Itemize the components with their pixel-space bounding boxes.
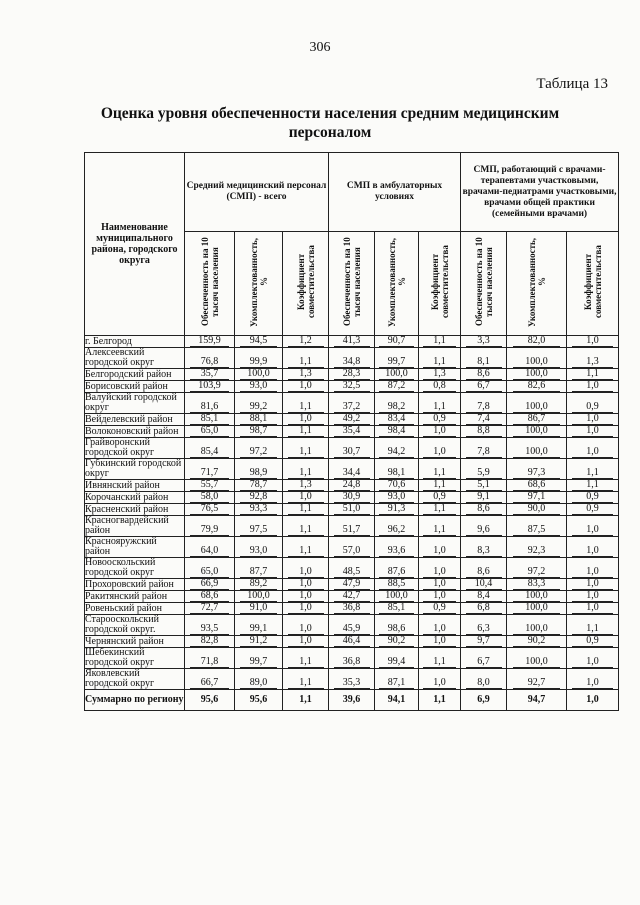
- value-cell: 1,1: [283, 426, 329, 438]
- table-label: Таблица 13: [536, 76, 608, 92]
- value-cell: 1,0: [419, 591, 461, 603]
- value-cell: 97,1: [507, 492, 567, 504]
- value-cell: 1,0: [419, 438, 461, 459]
- value-cell: 0,9: [419, 414, 461, 426]
- group-header-smp-with-doctors: СМП, работающий с врачами-терапевтами участковыми, врачами-педиатрами участковыми, врачами общей практики (семейными врачами): [461, 153, 619, 232]
- value-cell: 5,9: [461, 459, 507, 480]
- row-name-cell: Красногвардейский район: [85, 516, 185, 537]
- summary-row: [85, 690, 619, 711]
- value-cell: 79,9: [185, 516, 235, 537]
- value-cell: 1,1: [283, 348, 329, 369]
- value-cell: 99,2: [235, 393, 283, 414]
- table-row: [85, 438, 619, 459]
- row-name-cell: Алексеевский городской округ: [85, 348, 185, 369]
- value-cell: 6,8: [461, 603, 507, 615]
- value-cell: 8,1: [461, 348, 507, 369]
- row-name-cell: Корочанский район: [85, 492, 185, 504]
- value-cell: 91,3: [375, 504, 419, 516]
- table-row: [85, 615, 619, 636]
- value-cell: 1,1: [283, 393, 329, 414]
- value-cell: 99,9: [235, 348, 283, 369]
- subcol-header: Укомплектованность, %: [375, 232, 419, 336]
- row-name-cell: Ровеньский район: [85, 603, 185, 615]
- row-name-cell: Чернянский район: [85, 636, 185, 648]
- row-name-cell: Краснояружский район: [85, 537, 185, 558]
- value-cell: 5,1: [461, 480, 507, 492]
- value-cell: 58,0: [185, 492, 235, 504]
- value-cell: 66,7: [185, 669, 235, 690]
- row-name-cell: г. Белгород: [85, 336, 185, 348]
- value-cell: 93,6: [375, 537, 419, 558]
- value-cell: 1,3: [283, 480, 329, 492]
- value-cell: 76,8: [185, 348, 235, 369]
- value-cell: 98,4: [375, 426, 419, 438]
- value-cell: 7,8: [461, 393, 507, 414]
- value-cell: 1,1: [419, 504, 461, 516]
- group-header-smp-outpatient: СМП в амбулаторных условиях: [329, 153, 461, 232]
- value-cell: 70,6: [375, 480, 419, 492]
- value-cell: 100,0: [507, 615, 567, 636]
- value-cell: 1,1: [419, 393, 461, 414]
- subcol-header: Обеспеченность на 10 тысяч населения: [329, 232, 375, 336]
- value-cell: 30,7: [329, 438, 375, 459]
- value-cell: 36,8: [329, 603, 375, 615]
- value-cell: 1,1: [419, 648, 461, 669]
- value-cell: 51,7: [329, 516, 375, 537]
- value-cell: 89,2: [235, 579, 283, 591]
- row-name-cell: Старооскольский городской округ.: [85, 615, 185, 636]
- value-cell: 8,3: [461, 537, 507, 558]
- table-row: [85, 369, 619, 381]
- value-cell: 85,4: [185, 438, 235, 459]
- table-row: [85, 537, 619, 558]
- table-row: [85, 426, 619, 438]
- value-cell: 100,0: [375, 369, 419, 381]
- value-cell: 66,9: [185, 579, 235, 591]
- value-cell: 68,6: [507, 480, 567, 492]
- table-row: [85, 459, 619, 480]
- value-cell: 37,2: [329, 393, 375, 414]
- subcol-header: Обеспеченность на 10 тысяч населения: [185, 232, 235, 336]
- value-cell: 34,4: [329, 459, 375, 480]
- value-cell: 1,0: [567, 438, 619, 459]
- value-cell: 48,5: [329, 558, 375, 579]
- value-cell: 34,8: [329, 348, 375, 369]
- value-cell: 1,1: [419, 336, 461, 348]
- value-cell: 51,0: [329, 504, 375, 516]
- table-row: [85, 636, 619, 648]
- value-cell: 1,0: [567, 381, 619, 393]
- value-cell: 1,3: [567, 348, 619, 369]
- value-cell: 1,1: [419, 516, 461, 537]
- value-cell: 71,8: [185, 648, 235, 669]
- data-table: [84, 152, 619, 711]
- value-cell: 93,0: [375, 492, 419, 504]
- value-cell: 8,0: [461, 669, 507, 690]
- value-cell: 0,9: [567, 636, 619, 648]
- value-cell: 1,1: [567, 480, 619, 492]
- value-cell: 1,1: [283, 516, 329, 537]
- value-cell: 1,0: [419, 537, 461, 558]
- value-cell: 0,9: [419, 603, 461, 615]
- value-cell: 88,1: [235, 414, 283, 426]
- value-cell: 3,3: [461, 336, 507, 348]
- row-name-cell: Новооскольский городской округ: [85, 558, 185, 579]
- value-cell: 1,0: [567, 669, 619, 690]
- value-cell: 1,0: [283, 603, 329, 615]
- value-cell: 1,1: [419, 459, 461, 480]
- table-row: [85, 393, 619, 414]
- value-cell: 1,0: [419, 426, 461, 438]
- value-cell: 35,4: [329, 426, 375, 438]
- value-cell: 98,9: [235, 459, 283, 480]
- value-cell: 81,6: [185, 393, 235, 414]
- value-cell: 68,6: [185, 591, 235, 603]
- subcol-header: Коэффициент совместительства: [567, 232, 619, 336]
- table-row: [85, 603, 619, 615]
- value-cell: 1,0: [419, 615, 461, 636]
- subcol-header: Укомплектованность, %: [235, 232, 283, 336]
- group-header-smp-total: Средний медицинский персонал (СМП) - всего: [185, 153, 329, 232]
- value-cell: 1,0: [419, 636, 461, 648]
- value-cell: 1,0: [567, 603, 619, 615]
- value-cell: 94,2: [375, 438, 419, 459]
- row-name-cell: Шебекинский городской округ: [85, 648, 185, 669]
- subcol-header: Укомплектованность, %: [507, 232, 567, 336]
- value-cell: 1,3: [419, 369, 461, 381]
- value-cell: 1,0: [567, 537, 619, 558]
- table-row: [85, 648, 619, 669]
- value-cell: 1,1: [283, 690, 329, 711]
- value-cell: 100,0: [235, 369, 283, 381]
- value-cell: 65,0: [185, 558, 235, 579]
- value-cell: 97,5: [235, 516, 283, 537]
- value-cell: 1,0: [283, 558, 329, 579]
- value-cell: 7,8: [461, 438, 507, 459]
- value-cell: 6,7: [461, 648, 507, 669]
- value-cell: 41,3: [329, 336, 375, 348]
- value-cell: 90,0: [507, 504, 567, 516]
- value-cell: 99,4: [375, 648, 419, 669]
- value-cell: 8,6: [461, 558, 507, 579]
- value-cell: 1,0: [283, 579, 329, 591]
- value-cell: 97,2: [507, 558, 567, 579]
- value-cell: 100,0: [507, 438, 567, 459]
- value-cell: 100,0: [507, 393, 567, 414]
- value-cell: 1,1: [567, 369, 619, 381]
- value-cell: 93,0: [235, 537, 283, 558]
- value-cell: 46,4: [329, 636, 375, 648]
- value-cell: 87,1: [375, 669, 419, 690]
- value-cell: 92,7: [507, 669, 567, 690]
- value-cell: 1,1: [419, 690, 461, 711]
- value-cell: 98,6: [375, 615, 419, 636]
- value-cell: 96,2: [375, 516, 419, 537]
- value-cell: 42,7: [329, 591, 375, 603]
- value-cell: 94,5: [235, 336, 283, 348]
- row-name-cell: Яковлевский городской округ: [85, 669, 185, 690]
- value-cell: 1,0: [283, 636, 329, 648]
- value-cell: 1,2: [283, 336, 329, 348]
- value-cell: 35,7: [185, 369, 235, 381]
- value-cell: 35,3: [329, 669, 375, 690]
- table-row: [85, 669, 619, 690]
- value-cell: 103,9: [185, 381, 235, 393]
- value-cell: 1,1: [283, 648, 329, 669]
- page-title: Оценка уровня обеспеченности населения средним медицинским персоналом: [100, 105, 560, 141]
- value-cell: 99,1: [235, 615, 283, 636]
- value-cell: 8,6: [461, 369, 507, 381]
- row-name-cell: Ивнянский район: [85, 480, 185, 492]
- value-cell: 93,0: [235, 381, 283, 393]
- value-cell: 57,0: [329, 537, 375, 558]
- value-cell: 159,9: [185, 336, 235, 348]
- value-cell: 82,6: [507, 381, 567, 393]
- name-column-header: Наименование муниципального района, городского округа: [85, 153, 185, 336]
- value-cell: 99,7: [235, 648, 283, 669]
- value-cell: 1,0: [567, 690, 619, 711]
- value-cell: 1,1: [419, 348, 461, 369]
- value-cell: 98,7: [235, 426, 283, 438]
- value-cell: 88,5: [375, 579, 419, 591]
- value-cell: 83,4: [375, 414, 419, 426]
- value-cell: 91,0: [235, 603, 283, 615]
- value-cell: 85,1: [375, 603, 419, 615]
- value-cell: 0,9: [419, 492, 461, 504]
- table-row: [85, 336, 619, 348]
- value-cell: 36,8: [329, 648, 375, 669]
- value-cell: 82,8: [185, 636, 235, 648]
- row-name-cell: Ракитянский район: [85, 591, 185, 603]
- value-cell: 24,8: [329, 480, 375, 492]
- value-cell: 87,2: [375, 381, 419, 393]
- value-cell: 87,6: [375, 558, 419, 579]
- value-cell: 10,4: [461, 579, 507, 591]
- value-cell: 1,1: [283, 459, 329, 480]
- value-cell: 98,2: [375, 393, 419, 414]
- table-row: [85, 414, 619, 426]
- table-row: [85, 480, 619, 492]
- value-cell: 1,3: [283, 369, 329, 381]
- value-cell: 100,0: [507, 426, 567, 438]
- value-cell: 1,1: [283, 669, 329, 690]
- value-cell: 49,2: [329, 414, 375, 426]
- table-row: [85, 558, 619, 579]
- value-cell: 1,1: [283, 504, 329, 516]
- subcol-header: Обеспеченность на 10 тысяч населения: [461, 232, 507, 336]
- value-cell: 55,7: [185, 480, 235, 492]
- value-cell: 92,8: [235, 492, 283, 504]
- value-cell: 85,1: [185, 414, 235, 426]
- value-cell: 9,6: [461, 516, 507, 537]
- table-row: [85, 504, 619, 516]
- value-cell: 100,0: [507, 648, 567, 669]
- value-cell: 1,1: [567, 459, 619, 480]
- value-cell: 1,0: [283, 615, 329, 636]
- row-name-cell: Суммарно по региону: [85, 690, 185, 711]
- value-cell: 1,0: [567, 516, 619, 537]
- value-cell: 1,0: [567, 648, 619, 669]
- value-cell: 39,6: [329, 690, 375, 711]
- value-cell: 90,2: [375, 636, 419, 648]
- value-cell: 65,0: [185, 426, 235, 438]
- value-cell: 100,0: [507, 369, 567, 381]
- value-cell: 1,0: [283, 591, 329, 603]
- value-cell: 93,5: [185, 615, 235, 636]
- table-row: [85, 591, 619, 603]
- value-cell: 1,1: [283, 537, 329, 558]
- value-cell: 97,2: [235, 438, 283, 459]
- row-name-cell: Волоконовский район: [85, 426, 185, 438]
- value-cell: 98,1: [375, 459, 419, 480]
- value-cell: 47,9: [329, 579, 375, 591]
- value-cell: 1,0: [419, 558, 461, 579]
- row-name-cell: Борисовский район: [85, 381, 185, 393]
- row-name-cell: Прохоровский район: [85, 579, 185, 591]
- value-cell: 1,1: [283, 438, 329, 459]
- value-cell: 95,6: [185, 690, 235, 711]
- value-cell: 1,0: [283, 381, 329, 393]
- value-cell: 9,1: [461, 492, 507, 504]
- value-cell: 72,7: [185, 603, 235, 615]
- table-row: [85, 492, 619, 504]
- row-name-cell: Красненский район: [85, 504, 185, 516]
- value-cell: 9,7: [461, 636, 507, 648]
- table-row: [85, 579, 619, 591]
- value-cell: 100,0: [507, 348, 567, 369]
- value-cell: 94,7: [507, 690, 567, 711]
- value-cell: 64,0: [185, 537, 235, 558]
- value-cell: 6,9: [461, 690, 507, 711]
- value-cell: 6,7: [461, 381, 507, 393]
- value-cell: 93,3: [235, 504, 283, 516]
- value-cell: 6,3: [461, 615, 507, 636]
- value-cell: 83,3: [507, 579, 567, 591]
- value-cell: 76,5: [185, 504, 235, 516]
- row-name-cell: Белгородский район: [85, 369, 185, 381]
- value-cell: 28,3: [329, 369, 375, 381]
- value-cell: 1,0: [283, 414, 329, 426]
- table-body: [85, 336, 619, 711]
- value-cell: 71,7: [185, 459, 235, 480]
- subcol-header: Коэффициент совместительства: [419, 232, 461, 336]
- value-cell: 8,8: [461, 426, 507, 438]
- value-cell: 0,9: [567, 504, 619, 516]
- value-cell: 0,9: [567, 393, 619, 414]
- table-row: [85, 348, 619, 369]
- value-cell: 1,0: [419, 579, 461, 591]
- value-cell: 8,6: [461, 504, 507, 516]
- value-cell: 100,0: [235, 591, 283, 603]
- value-cell: 89,0: [235, 669, 283, 690]
- value-cell: 30,9: [329, 492, 375, 504]
- value-cell: 1,0: [283, 492, 329, 504]
- value-cell: 0,9: [567, 492, 619, 504]
- value-cell: 90,2: [507, 636, 567, 648]
- value-cell: 1,0: [567, 579, 619, 591]
- value-cell: 100,0: [507, 603, 567, 615]
- value-cell: 1,1: [419, 480, 461, 492]
- value-cell: 87,5: [507, 516, 567, 537]
- value-cell: 1,0: [567, 426, 619, 438]
- value-cell: 8,4: [461, 591, 507, 603]
- value-cell: 99,7: [375, 348, 419, 369]
- value-cell: 1,0: [567, 558, 619, 579]
- table-row: [85, 516, 619, 537]
- value-cell: 86,7: [507, 414, 567, 426]
- row-name-cell: Валуйский городской округ: [85, 393, 185, 414]
- value-cell: 1,0: [419, 669, 461, 690]
- value-cell: 82,0: [507, 336, 567, 348]
- value-cell: 1,0: [567, 336, 619, 348]
- value-cell: 32,5: [329, 381, 375, 393]
- value-cell: 87,7: [235, 558, 283, 579]
- value-cell: 92,3: [507, 537, 567, 558]
- value-cell: 97,3: [507, 459, 567, 480]
- value-cell: 1,1: [567, 615, 619, 636]
- value-cell: 100,0: [375, 591, 419, 603]
- table-row: [85, 381, 619, 393]
- value-cell: 94,1: [375, 690, 419, 711]
- value-cell: 100,0: [507, 591, 567, 603]
- page-number: 306: [309, 40, 331, 55]
- value-cell: 95,6: [235, 690, 283, 711]
- value-cell: 0,8: [419, 381, 461, 393]
- value-cell: 91,2: [235, 636, 283, 648]
- value-cell: 90,7: [375, 336, 419, 348]
- subcol-header: Коэффициент совместительства: [283, 232, 329, 336]
- row-name-cell: Губкинский городской округ: [85, 459, 185, 480]
- value-cell: 78,7: [235, 480, 283, 492]
- row-name-cell: Грайворонский городской округ: [85, 438, 185, 459]
- value-cell: 45,9: [329, 615, 375, 636]
- value-cell: 1,0: [567, 414, 619, 426]
- value-cell: 1,0: [567, 591, 619, 603]
- row-name-cell: Вейделевский район: [85, 414, 185, 426]
- value-cell: 7,4: [461, 414, 507, 426]
